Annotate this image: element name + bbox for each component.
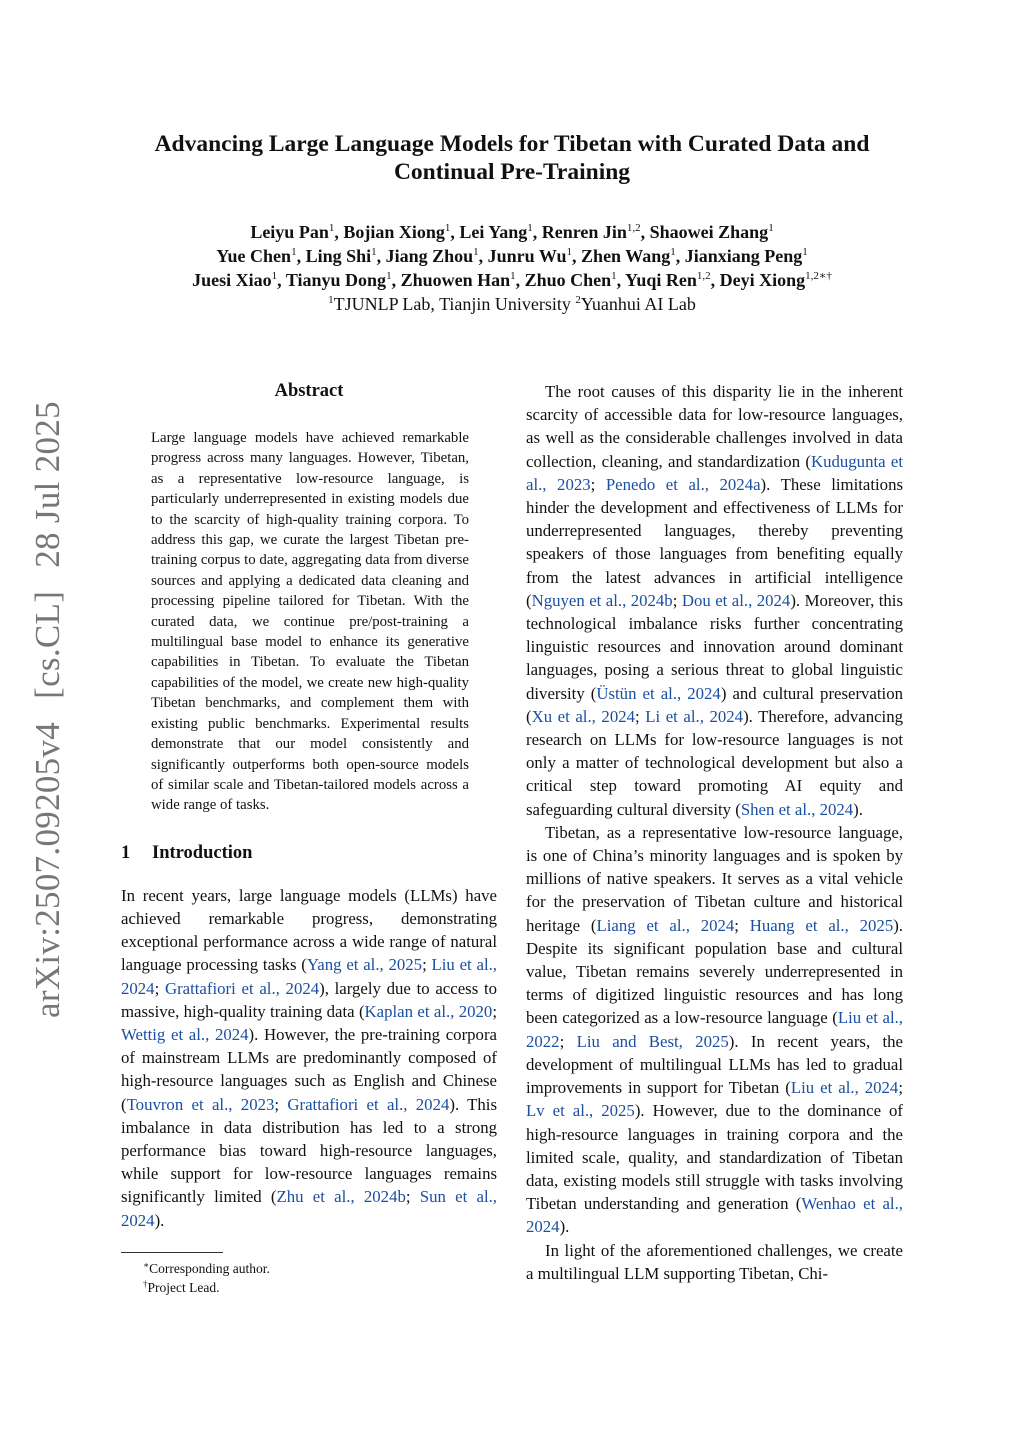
paper-title: Advancing Large Language Models for Tibetan with Curated Data and Continual Pre-Training [154,131,870,185]
author-name: Bojian Xiong [343,222,445,242]
section-heading-introduction [121,840,497,866]
citation-link[interactable]: Grattafiori et al., 2024 [287,1094,450,1114]
citation-link[interactable]: Huang et al., 2025 [749,915,894,935]
author-affiliation-mark: 1 [611,270,617,282]
body-paragraph-3 [526,1239,903,1285]
citation-link[interactable]: Kaplan et al., 2020 [364,1001,493,1021]
abstract-heading: Abstract [274,381,344,401]
author-affiliation-mark: 1 [291,246,297,258]
author-affiliation-mark: 1,2 [696,270,711,282]
paragraph-text: ; [672,590,682,610]
author-block [110,220,914,316]
body-paragraph-1 [526,380,903,821]
author-name: Deyi Xiong [719,270,806,290]
paragraph-text: ). This imbalance in data distribution has led to a strong performance bias toward high-resource languages, while support for low-resource languages remains significantly limited ( [121,1094,498,1207]
abstract-text: Large language models have achieved remarkable progress across many languages. However, Tibetan, as a representative low-resource language, is particularly underrepresented in existing models due to the scarcity of high-quality training corpora. To address this gap, we curate the largest Tibetan pre-training corpus to date, aggregating data from diverse sources and applying a dedicated data cleaning and processing pipeline tailored for Tibetan. With the curated data, we continue pre/post-training a multilingual base model to enhance its generative capabilities in Tibetan. To evaluate the Tibetan capabilities of the model, we create new high-quality Tibetan benchmarks, and complement them with existing public benchmarks. Experimental results demonstrate that our model consistently and significantly outperforms both open-source models of similar scale and Tibetan-tailored models across a wide range of tasks. [151,430,469,814]
author-affiliation-mark: 1 [566,246,573,258]
citation-link[interactable]: Grattafiori et al., 2024 [164,978,320,998]
author-name: Yuqi Ren [625,270,697,290]
paragraph-text: Tibetan, as a representative low-resource language, is one of China’s minority languages and is spoken by millions of native speakers. It serves as a vital vehicle for the preservation of Tibetan culture and historical heritage ( [526,822,903,935]
left-column [121,376,497,1297]
author-affiliation-mark: 1 [802,246,808,258]
paragraph-text: The root causes of this disparity lie in the inherent scarcity of accessible data for low-resource languages, as well as the considerable challenges involved in data collection, cleaning, and standardization ( [526,382,903,471]
citation-link[interactable]: Liu et al., 2024 [121,955,498,998]
author-line-1: Leiyu Pan$^1$, Bojian Xiong$^1$, Lei Yang$^1$, Renren Jin$^{1,2}$, Shaowei Zhang$^1$ [250,222,774,242]
paragraph-text: ). [559,1217,570,1237]
footnote-corresponding: ∗Corresponding author. [143,1259,270,1276]
author-name: Juesi Xiao [192,270,272,290]
citation-link[interactable]: Shen et al., 2024 [740,799,854,819]
paragraph-text: ) and cultural preservation ( [526,683,903,726]
arxiv-category: [cs.CL] [28,590,67,699]
citation-link[interactable]: Kudugunta et al., 2023 [526,451,903,494]
footnote-rule [121,1252,223,1253]
author-name: Jianxiang Peng [684,246,803,266]
author-name: Zhuowen Han [400,270,511,290]
paragraph-text: ). [154,1210,165,1230]
section-title: Introduction [152,842,253,863]
citation-link[interactable]: Üstün et al., 2024 [596,683,721,703]
author-affiliation-mark: 1 [768,222,774,234]
citation-link[interactable]: Lv et al., 2025 [526,1101,635,1121]
author-affiliation-mark: 1 [527,222,533,234]
author-name: Zhuo Chen [524,270,612,290]
citation-link[interactable]: Liu et al., 2022 [526,1008,903,1051]
author-affiliation-mark: 1 [271,270,278,282]
citation-link[interactable]: Dou et al., 2024 [681,590,791,610]
citation-link[interactable]: Xu et al., 2024 [531,706,635,726]
paragraph-text: ; [734,915,750,935]
citation-link[interactable]: Li et al., 2024 [645,706,744,726]
paragraph-text: ; [492,1001,497,1021]
citation-link[interactable]: Zhu et al., 2024b [276,1187,406,1207]
author-line-2: Yue Chen$^1$, Ling Shi$^1$, Jiang Zhou$^1$, Junru Wu$^1$, Zhen Wang$^1$, Jianxiang Peng$^1$ [216,246,808,266]
author-affiliation-mark: 1 [473,246,479,258]
author-name: Zhen Wang [581,246,671,266]
author-affiliation-mark: 1 [510,270,516,282]
arxiv-date: 28 Jul 2025 [28,401,67,568]
citation-link[interactable]: Liu and Best, 2025 [576,1031,729,1051]
affiliation-1: TJUNLP Lab, Tianjin University [333,294,571,314]
arxiv-id: arXiv:2507.09205v4 [28,721,67,1018]
paragraph-text: In recent years, large language models (LLMs) have achieved remarkable progress, demonstrating exceptional performance across a wide range of natural language processing tasks ( [121,885,497,975]
citation-link[interactable]: Nguyen et al., 2024b [531,590,673,610]
paragraph-text: ). However, due to the dominance of high-resource languages in training corpora and the limited scale, quality, and standardization of Tibetan data, existing models still struggle with tasks involving Tibetan understanding and generation ( [526,1101,903,1214]
author-affiliation-mark: 1 [386,270,392,282]
citation-link[interactable]: Sun et al., 2024 [121,1187,497,1230]
citation-link[interactable]: Penedo et al., 2024a [605,474,761,494]
paragraph-text: ; [590,474,606,494]
author-affiliation-mark: 1 [371,246,377,258]
citation-link[interactable]: Liu et al., 2024 [790,1078,899,1098]
author-affiliation-mark: 1,2 [626,222,641,234]
paragraph-text: ; [154,978,165,998]
author-affiliation-mark: 1 [670,246,676,258]
citation-link[interactable]: Yang et al., 2025 [306,955,423,975]
paragraph-text: ; [559,1031,577,1051]
paragraph-text: ), largely due to access to massive, high-quality training data ( [121,978,497,1021]
body-paragraph-2 [526,821,903,1239]
paragraph-text: ). Moreover, this technological imbalance risks further concentrating linguistic resources and innovation around dominant languages, posing a serious threat to global linguistic diversity ( [526,590,903,703]
citation-link[interactable]: Wenhao et al., 2024 [526,1194,903,1237]
author-name: Jiang Zhou [385,246,474,266]
right-column [526,380,903,1285]
arxiv-stamp [28,387,68,1018]
author-affiliation-mark: 1 [444,222,451,234]
paragraph-text: ; [635,706,646,726]
footnotes [121,1259,497,1297]
paragraph-text: ). [853,799,863,819]
paragraph-text: In light of the aforementioned challenges, we create a multilingual LLM supporting Tibetan, Chi- [526,1240,903,1283]
paragraph-text: ). Therefore, advancing research on LLMs for low-resource languages is not only a matter of technological development but also a critical step toward promoting AI equity and safeguarding cultural diversity ( [526,706,903,819]
author-name: Shaowei Zhang [649,222,769,242]
citation-link[interactable]: Wettig et al., 2024 [121,1024,249,1044]
paragraph-text: ). Despite its significant population base and cultural value, Tibetan remains severely underrepresented in terms of digitized linguistic resources and has long been categorized as a low-resource language ( [526,915,904,1028]
author-name: Junru Wu [487,246,567,266]
author-name: Ling Shi [305,246,372,266]
author-name: Leiyu Pan [250,222,329,242]
section-number: 1 [121,842,131,863]
paragraph-text: ). In recent years, the development of multilingual LLMs has led to gradual improvements in support for Tibetan ( [526,1031,903,1098]
citation-link[interactable]: Touvron et al., 2023 [126,1094,275,1114]
paragraph-text: ; [274,1094,288,1114]
intro-paragraph-1 [121,884,497,1232]
author-affiliation-mark: 1 [328,222,335,234]
affiliations: $^1$TJUNLP Lab, Tianjin University $^2$Yuanhui AI Lab [328,294,696,314]
paragraph-text: ). However, the pre-training corpora of mainstream LLMs are predominantly composed of high-resource languages such as English and Chinese ( [121,1024,497,1114]
citation-link[interactable]: Liang et al., 2024 [596,915,735,935]
paragraph-text: ; [898,1078,903,1098]
author-name: Lei Yang [459,222,528,242]
author-name: Renren Jin [541,222,627,242]
footnote-project-lead: †Project Lead. [143,1278,220,1295]
author-name: Tianyu Dong [285,270,387,290]
author-affiliation-mark: 1,2∗† [805,270,832,282]
author-line-3: Juesi Xiao$^1$, Tianyu Dong$^1$, Zhuowen Han$^1$, Zhuo Chen$^1$, Yuqi Ren$^{1,2}$, Deyi Xiong$^{1,2∗\dagger}$ [192,270,832,290]
paragraph-text: ). These limitations hinder the development and effectiveness of LLMs for underrepresented languages, thereby preventing speakers of those languages from benefiting equally from the latest advances in artificial intelligence ( [526,474,903,610]
affiliation-2: Yuanhui AI Lab [580,294,696,314]
paragraph-text: ; [405,1187,420,1207]
author-name: Yue Chen [216,246,292,266]
paragraph-text: ; [422,955,432,975]
